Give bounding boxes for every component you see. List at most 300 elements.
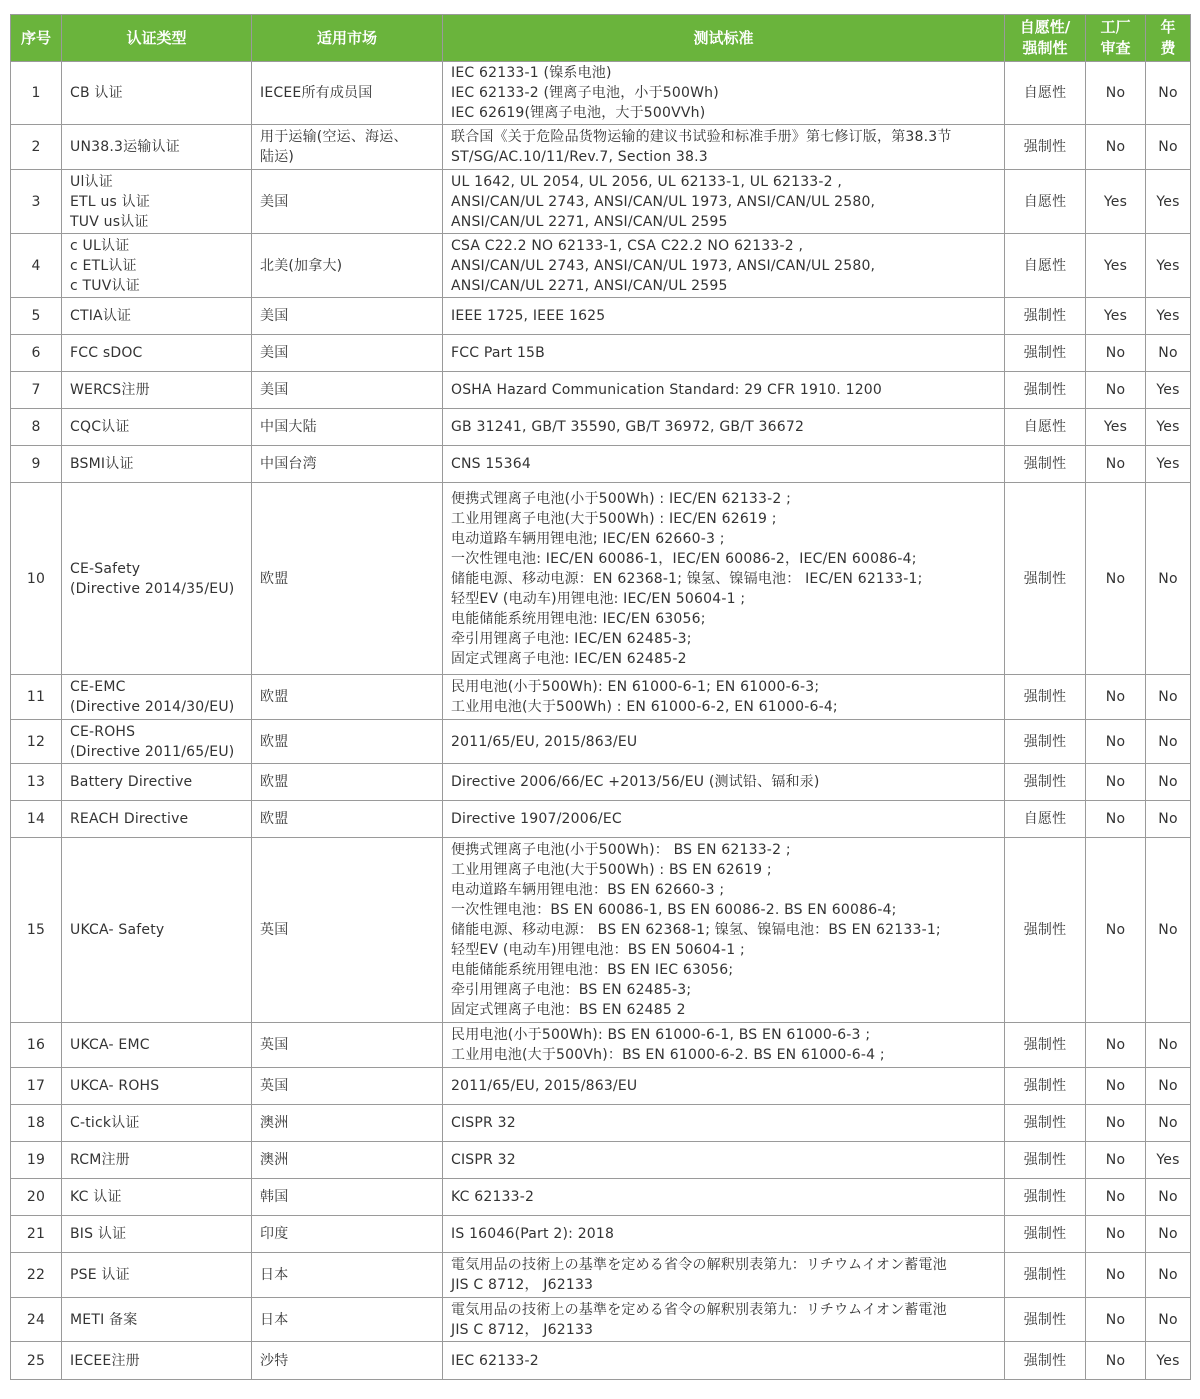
cell-audit-line: No bbox=[1105, 1152, 1126, 1168]
cell-mandatory-line: 强制性 bbox=[1023, 1189, 1067, 1205]
cell-fee bbox=[1146, 234, 1191, 298]
cell-fee bbox=[1146, 62, 1191, 125]
cell-fee-line: No bbox=[1158, 1226, 1178, 1242]
cell-standard-line: CISPR 32 bbox=[451, 1115, 516, 1131]
cell-audit-line: Yes bbox=[1103, 193, 1128, 210]
header-line: 年 bbox=[1160, 18, 1176, 36]
cell-fee-line: No bbox=[1158, 811, 1178, 827]
cell-no bbox=[11, 1142, 62, 1179]
cell-no-line: 20 bbox=[26, 1189, 46, 1205]
cell-standard bbox=[443, 838, 1005, 1023]
cell-audit bbox=[1086, 764, 1146, 801]
cell-fee bbox=[1146, 125, 1191, 170]
cell-market bbox=[252, 62, 443, 125]
cell-market bbox=[252, 483, 443, 675]
cell-market-line: 欧盟 bbox=[260, 733, 289, 750]
table-body bbox=[11, 62, 1191, 1380]
cell-mandatory-line: 强制性 bbox=[1023, 689, 1067, 705]
header-no bbox=[11, 15, 62, 62]
cell-no bbox=[11, 1342, 62, 1380]
cell-mandatory bbox=[1005, 838, 1086, 1023]
cell-market bbox=[252, 125, 443, 170]
cell-type bbox=[62, 335, 252, 372]
cell-mandatory-line: 强制性 bbox=[1023, 382, 1067, 398]
cell-standard-line: IEC 62133-2 bbox=[451, 1352, 539, 1369]
cell-no bbox=[11, 1105, 62, 1142]
table-row bbox=[11, 372, 1191, 409]
cell-fee-line: Yes bbox=[1156, 382, 1180, 398]
cell-audit-line: No bbox=[1105, 139, 1126, 155]
cell-market-line: 中国大陆 bbox=[260, 419, 317, 435]
cell-no bbox=[11, 764, 62, 801]
cell-audit-line: No bbox=[1105, 382, 1126, 398]
cell-no bbox=[11, 446, 62, 483]
cell-no bbox=[11, 335, 62, 372]
cell-audit-line: No bbox=[1105, 1226, 1126, 1242]
cell-fee-line: No bbox=[1158, 922, 1178, 938]
cell-fee bbox=[1146, 170, 1191, 234]
cell-standard-line: 电能储能系统用锂电池: IEC/EN 63056; bbox=[451, 610, 706, 627]
cell-standard bbox=[443, 1068, 1005, 1105]
cell-fee-line: No bbox=[1158, 1267, 1178, 1283]
cell-audit-line: No bbox=[1105, 570, 1126, 587]
cell-fee-line: No bbox=[1158, 1078, 1178, 1094]
cell-audit bbox=[1086, 1342, 1146, 1380]
table-row bbox=[11, 764, 1191, 801]
cell-no bbox=[11, 1298, 62, 1342]
cell-audit bbox=[1086, 1298, 1146, 1342]
cell-market bbox=[252, 372, 443, 409]
cell-standard-line: 便携式锂离子电池(小于500Wh)： BS EN 62133-2 ; bbox=[451, 842, 791, 858]
cell-no bbox=[11, 62, 62, 125]
cell-mandatory-line: 强制性 bbox=[1023, 345, 1067, 361]
cell-no-line: 9 bbox=[31, 456, 41, 472]
table-row bbox=[11, 1105, 1191, 1142]
cell-no bbox=[11, 1179, 62, 1216]
cell-no bbox=[11, 483, 62, 675]
cell-standard-line: 牵引用锂离子电池: IEC/EN 62485-3; bbox=[451, 630, 692, 647]
cell-standard-line: UL 1642, UL 2054, UL 2056, UL 62133-1, UL 62133-2 , bbox=[451, 173, 843, 190]
cell-market-line: 美国 bbox=[260, 308, 289, 324]
cell-market-line: 英国 bbox=[260, 1037, 289, 1053]
cell-no bbox=[11, 1068, 62, 1105]
table-row bbox=[11, 1068, 1191, 1105]
cell-mandatory bbox=[1005, 372, 1086, 409]
cell-market-line: 中国台湾 bbox=[260, 456, 317, 472]
cell-fee bbox=[1146, 372, 1191, 409]
cell-fee-line: Yes bbox=[1156, 456, 1180, 472]
table-row bbox=[11, 62, 1191, 125]
cell-standard bbox=[443, 1142, 1005, 1179]
cell-fee-line: Yes bbox=[1156, 1152, 1180, 1168]
table-row bbox=[11, 720, 1191, 764]
cell-audit bbox=[1086, 125, 1146, 170]
cell-standard bbox=[443, 1342, 1005, 1380]
cell-type bbox=[62, 838, 252, 1023]
cell-no-line: 12 bbox=[26, 733, 46, 750]
cell-audit bbox=[1086, 62, 1146, 125]
cell-standard-line: KC 62133-2 bbox=[451, 1189, 535, 1205]
cell-mandatory bbox=[1005, 1179, 1086, 1216]
cell-type-line: IECEE注册 bbox=[70, 1352, 140, 1369]
cell-standard bbox=[443, 125, 1005, 170]
cell-mandatory-line: 强制性 bbox=[1023, 733, 1067, 750]
cell-standard bbox=[443, 62, 1005, 125]
cell-audit-line: No bbox=[1105, 1352, 1126, 1369]
table-row bbox=[11, 1216, 1191, 1253]
cell-type-line: Battery Directive bbox=[70, 774, 193, 790]
cell-market bbox=[252, 1342, 443, 1380]
cell-audit bbox=[1086, 720, 1146, 764]
table-row bbox=[11, 838, 1191, 1023]
cell-mandatory-line: 自愿性 bbox=[1023, 85, 1067, 101]
cell-type bbox=[62, 1068, 252, 1105]
cell-fee bbox=[1146, 1342, 1191, 1380]
cell-market-line: 沙特 bbox=[260, 1352, 289, 1369]
cell-mandatory-line: 自愿性 bbox=[1023, 811, 1067, 827]
cell-mandatory bbox=[1005, 1023, 1086, 1068]
cell-standard-line: 电能储能系统用锂电池：BS EN IEC 63056; bbox=[451, 962, 734, 978]
cell-mandatory-line: 自愿性 bbox=[1023, 257, 1067, 274]
header-line: 自愿性/ bbox=[1019, 18, 1071, 36]
cell-type bbox=[62, 1142, 252, 1179]
cell-type-line: TUV us认证 bbox=[70, 213, 149, 230]
cell-no-line: 7 bbox=[31, 382, 41, 398]
cell-audit bbox=[1086, 1068, 1146, 1105]
cell-mandatory-line: 强制性 bbox=[1023, 1311, 1067, 1328]
cell-fee-line: Yes bbox=[1156, 419, 1180, 435]
table-row bbox=[11, 1342, 1191, 1380]
cell-fee-line: No bbox=[1158, 570, 1178, 587]
cell-fee bbox=[1146, 1023, 1191, 1068]
cell-fee bbox=[1146, 1253, 1191, 1298]
cell-mandatory bbox=[1005, 446, 1086, 483]
cell-standard-line: Directive 2006/66/EC +2013/56/EU (测试铅、镉和汞) bbox=[451, 774, 820, 790]
header-standard bbox=[443, 15, 1005, 62]
cell-standard bbox=[443, 1253, 1005, 1298]
cell-mandatory bbox=[1005, 170, 1086, 234]
cell-type bbox=[62, 801, 252, 838]
cell-market bbox=[252, 1023, 443, 1068]
cell-type bbox=[62, 298, 252, 335]
cell-market bbox=[252, 675, 443, 720]
cell-standard bbox=[443, 720, 1005, 764]
cell-type-line: (Directive 2014/35/EU) bbox=[70, 580, 235, 597]
cell-market-line: 欧盟 bbox=[260, 811, 289, 827]
cell-no-line: 18 bbox=[26, 1115, 46, 1131]
header-audit bbox=[1086, 15, 1146, 62]
cell-mandatory bbox=[1005, 720, 1086, 764]
table-row bbox=[11, 409, 1191, 446]
header-type bbox=[62, 15, 252, 62]
cell-audit bbox=[1086, 1142, 1146, 1179]
table-row bbox=[11, 1179, 1191, 1216]
cell-audit-line: No bbox=[1105, 1037, 1126, 1053]
cell-type bbox=[62, 234, 252, 298]
cell-market-line: 陆运) bbox=[260, 149, 295, 165]
cell-standard-line: ANSI/CAN/UL 2743, ANSI/CAN/UL 1973, ANSI/CAN/UL 2580, bbox=[451, 257, 876, 274]
cell-fee-line: Yes bbox=[1156, 1352, 1180, 1369]
cell-standard-line: 储能电源、移动电源：EN 62368-1; 镍氢、镍镉电池： IEC/EN 62133-1; bbox=[451, 570, 923, 587]
cell-audit bbox=[1086, 838, 1146, 1023]
cell-mandatory bbox=[1005, 1068, 1086, 1105]
header-fee bbox=[1146, 15, 1191, 62]
cell-fee bbox=[1146, 1142, 1191, 1179]
cell-audit-line: Yes bbox=[1103, 419, 1128, 435]
cell-type-line: Ul认证 bbox=[70, 173, 113, 190]
cell-fee bbox=[1146, 483, 1191, 675]
cell-no-line: 17 bbox=[26, 1078, 46, 1094]
cell-type-line: CB 认证 bbox=[70, 85, 123, 101]
cell-market-line: 美国 bbox=[260, 345, 289, 361]
header-line: 测试标准 bbox=[693, 28, 754, 47]
cell-standard bbox=[443, 675, 1005, 720]
cell-market bbox=[252, 801, 443, 838]
cell-market bbox=[252, 409, 443, 446]
cell-type bbox=[62, 764, 252, 801]
cell-fee-line: No bbox=[1158, 85, 1178, 101]
cell-market-line: 日本 bbox=[260, 1311, 289, 1328]
cell-standard-line: 便携式锂离子电池(小于500Wh) : IEC/EN 62133-2 ; bbox=[451, 490, 792, 507]
cell-no-line: 15 bbox=[26, 922, 46, 938]
table-row bbox=[11, 298, 1191, 335]
header-line: 适用市场 bbox=[316, 28, 377, 47]
cell-fee bbox=[1146, 838, 1191, 1023]
cell-type bbox=[62, 483, 252, 675]
cell-audit bbox=[1086, 446, 1146, 483]
cell-fee bbox=[1146, 446, 1191, 483]
cell-market-line: 用于运输(空运、海运、 bbox=[260, 129, 408, 145]
cell-no bbox=[11, 801, 62, 838]
cell-market bbox=[252, 1179, 443, 1216]
cell-standard-line: 2011/65/EU, 2015/863/EU bbox=[451, 733, 638, 750]
cell-standard-line: FCC Part 15B bbox=[451, 345, 545, 361]
cell-mandatory bbox=[1005, 483, 1086, 675]
cell-market-line: 北美(加拿大) bbox=[260, 257, 343, 274]
cell-market bbox=[252, 234, 443, 298]
cell-type-line: WERCS注册 bbox=[70, 382, 150, 398]
cell-market-line: 印度 bbox=[260, 1226, 289, 1242]
cell-mandatory bbox=[1005, 675, 1086, 720]
cell-mandatory-line: 强制性 bbox=[1023, 139, 1067, 155]
cell-market bbox=[252, 1105, 443, 1142]
cell-fee-line: No bbox=[1158, 1189, 1178, 1205]
cell-no bbox=[11, 298, 62, 335]
header-line: 工厂 bbox=[1100, 18, 1131, 36]
cell-type-line: c ETL认证 bbox=[70, 257, 137, 274]
cell-audit-line: No bbox=[1105, 689, 1126, 705]
cell-standard-line: JIS C 8712， J62133 bbox=[451, 1321, 594, 1338]
cell-standard bbox=[443, 234, 1005, 298]
cell-mandatory-line: 自愿性 bbox=[1023, 419, 1067, 435]
cell-audit bbox=[1086, 1023, 1146, 1068]
cell-type-line: (Directive 2014/30/EU) bbox=[70, 699, 235, 715]
cell-type bbox=[62, 170, 252, 234]
cell-no bbox=[11, 1023, 62, 1068]
cell-audit-line: No bbox=[1105, 1267, 1126, 1283]
cell-type-line: CE-Safety bbox=[70, 560, 141, 577]
table-row bbox=[11, 446, 1191, 483]
header-line: 序号 bbox=[20, 28, 51, 47]
table-row bbox=[11, 335, 1191, 372]
cell-standard-line: CNS 15364 bbox=[451, 456, 531, 472]
cell-market-line: IECEE所有成员国 bbox=[260, 85, 373, 101]
cell-type-line: UN38.3运输认证 bbox=[70, 139, 180, 155]
cell-standard-line: IEC 62133-1 (镍系电池) bbox=[451, 65, 612, 81]
cell-mandatory-line: 强制性 bbox=[1023, 308, 1067, 324]
cell-type bbox=[62, 62, 252, 125]
cell-mandatory bbox=[1005, 1342, 1086, 1380]
cell-mandatory bbox=[1005, 62, 1086, 125]
cell-type-line: RCM注册 bbox=[70, 1152, 130, 1168]
cell-fee bbox=[1146, 298, 1191, 335]
cell-standard-line: 一次性锂电池：BS EN 60086-1, BS EN 60086-2. BS EN 60086-4; bbox=[451, 902, 897, 918]
cell-no-line: 24 bbox=[26, 1311, 46, 1328]
cell-audit-line: No bbox=[1105, 1189, 1126, 1205]
cell-type bbox=[62, 1298, 252, 1342]
cell-fee-line: Yes bbox=[1156, 257, 1180, 274]
cell-type-line: (Directive 2011/65/EU) bbox=[70, 743, 235, 760]
cell-no-line: 1 bbox=[31, 85, 41, 101]
cell-no-line: 25 bbox=[26, 1352, 46, 1369]
cell-market bbox=[252, 170, 443, 234]
cell-standard-line: 轻型EV (电动车)用锂电池：BS EN 50604-1 ; bbox=[451, 942, 745, 958]
cell-audit-line: No bbox=[1105, 1078, 1126, 1094]
table-row bbox=[11, 234, 1191, 298]
cell-audit bbox=[1086, 1179, 1146, 1216]
header-mandatory bbox=[1005, 15, 1086, 62]
cell-standard-line: ANSI/CAN/UL 2271, ANSI/CAN/UL 2595 bbox=[451, 213, 728, 230]
cell-market-line: 韩国 bbox=[260, 1189, 289, 1205]
cell-audit bbox=[1086, 675, 1146, 720]
cell-standard-line: 电动道路车辆用锂电池; IEC/EN 62660-3 ; bbox=[451, 530, 725, 547]
cell-mandatory bbox=[1005, 1105, 1086, 1142]
cell-no-line: 16 bbox=[26, 1037, 46, 1053]
header-line: 费 bbox=[1160, 39, 1176, 57]
cell-mandatory-line: 强制性 bbox=[1023, 922, 1067, 938]
cell-fee-line: No bbox=[1158, 733, 1178, 750]
cell-type bbox=[62, 1023, 252, 1068]
cell-type-line: FCC sDOC bbox=[70, 345, 143, 361]
cell-no bbox=[11, 372, 62, 409]
cell-audit bbox=[1086, 170, 1146, 234]
cell-type-line: c UL认证 bbox=[70, 237, 130, 254]
cell-type-line: UKCA- ROHS bbox=[70, 1078, 160, 1094]
cell-mandatory-line: 强制性 bbox=[1023, 1037, 1067, 1053]
cell-mandatory-line: 强制性 bbox=[1023, 1078, 1067, 1094]
cell-no bbox=[11, 409, 62, 446]
cell-type-line: CE-EMC bbox=[70, 679, 126, 695]
cell-type bbox=[62, 1342, 252, 1380]
cell-standard-line: OSHA Hazard Communication Standard: 29 CFR 1910. 1200 bbox=[451, 382, 883, 398]
cell-fee bbox=[1146, 409, 1191, 446]
cell-mandatory-line: 强制性 bbox=[1023, 1115, 1067, 1131]
cell-market-line: 美国 bbox=[260, 382, 289, 398]
cell-fee-line: No bbox=[1158, 689, 1178, 705]
cell-type bbox=[62, 1105, 252, 1142]
cell-market-line: 日本 bbox=[260, 1267, 289, 1283]
cell-audit bbox=[1086, 372, 1146, 409]
cell-audit-line: Yes bbox=[1103, 257, 1128, 274]
cell-no bbox=[11, 125, 62, 170]
cell-fee bbox=[1146, 1105, 1191, 1142]
cell-standard-line: 联合国《关于危险品货物运输的建议书试验和标准手册》第七修订版，第38.3节 bbox=[451, 129, 952, 145]
cell-standard-line: CSA C22.2 NO 62133-1, CSA C22.2 NO 62133-2 , bbox=[451, 237, 804, 254]
cell-no-line: 3 bbox=[31, 193, 41, 210]
cell-audit-line: No bbox=[1105, 811, 1126, 827]
table-row bbox=[11, 675, 1191, 720]
cell-standard-line: 工业用锂离子电池(大于500Wh) : BS EN 62619 ; bbox=[451, 862, 772, 878]
cell-fee bbox=[1146, 720, 1191, 764]
cell-type bbox=[62, 446, 252, 483]
cell-standard-line: IS 16046(Part 2): 2018 bbox=[451, 1226, 615, 1242]
cell-standard-line: ANSI/CAN/UL 2743, ANSI/CAN/UL 1973, ANSI/CAN/UL 2580, bbox=[451, 193, 876, 210]
table-row bbox=[11, 1298, 1191, 1342]
cell-standard-line: IEEE 1725, IEEE 1625 bbox=[451, 308, 606, 324]
cell-market bbox=[252, 298, 443, 335]
cell-no bbox=[11, 838, 62, 1023]
cell-market bbox=[252, 446, 443, 483]
cell-fee-line: Yes bbox=[1156, 193, 1180, 210]
cell-type-line: BSMI认证 bbox=[70, 456, 134, 472]
cell-mandatory bbox=[1005, 1142, 1086, 1179]
cell-no bbox=[11, 234, 62, 298]
cell-mandatory-line: 强制性 bbox=[1023, 1352, 1067, 1369]
cell-no-line: 22 bbox=[26, 1267, 46, 1283]
cell-market-line: 澳洲 bbox=[260, 1152, 289, 1168]
cell-type-line: CE-ROHS bbox=[70, 723, 136, 740]
cell-market bbox=[252, 1216, 443, 1253]
cell-standard-line: 工业用电池(大于500Vh)：BS EN 61000-6-2. BS EN 61000-6-4 ; bbox=[451, 1047, 885, 1063]
cell-type-line: KC 认证 bbox=[70, 1189, 122, 1205]
cell-no bbox=[11, 1216, 62, 1253]
cell-standard-line: 轻型EV (电动车)用锂电池: IEC/EN 50604-1 ; bbox=[451, 590, 746, 607]
cell-type-line: BIS 认证 bbox=[70, 1226, 127, 1242]
table-header-row bbox=[11, 15, 1191, 62]
cell-standard bbox=[443, 446, 1005, 483]
cell-no-line: 21 bbox=[26, 1226, 46, 1242]
cell-market-line: 欧盟 bbox=[260, 689, 289, 705]
cell-market bbox=[252, 764, 443, 801]
cell-standard bbox=[443, 335, 1005, 372]
header-line: 认证类型 bbox=[126, 28, 187, 47]
cell-standard-line: 電気用品の技術上の基準を定める省令の解釈別表第九：リチウムイオン蓄電池 bbox=[451, 1301, 947, 1318]
cell-type-line: REACH Directive bbox=[70, 811, 189, 827]
cell-no bbox=[11, 675, 62, 720]
cell-no bbox=[11, 170, 62, 234]
cell-standard-line: ST/SG/AC.10/11/Rev.7, Section 38.3 bbox=[451, 149, 708, 165]
cell-mandatory bbox=[1005, 1298, 1086, 1342]
cell-audit-line: No bbox=[1105, 1311, 1126, 1328]
cell-fee-line: No bbox=[1158, 1311, 1178, 1328]
cell-standard-line: CISPR 32 bbox=[451, 1152, 516, 1168]
cell-type bbox=[62, 1253, 252, 1298]
cell-standard-line: 工业用电池(大于500Wh) : EN 61000-6-2, EN 61000-6-4; bbox=[451, 699, 838, 715]
cell-audit bbox=[1086, 483, 1146, 675]
table-row bbox=[11, 1023, 1191, 1068]
cell-fee bbox=[1146, 1298, 1191, 1342]
cell-fee-line: No bbox=[1158, 1037, 1178, 1053]
cell-audit-line: No bbox=[1105, 733, 1126, 750]
cell-no-line: 8 bbox=[31, 419, 41, 435]
cell-audit-line: No bbox=[1105, 345, 1126, 361]
cell-audit bbox=[1086, 801, 1146, 838]
cell-market-line: 英国 bbox=[260, 1078, 289, 1094]
cell-type-line: UKCA- EMC bbox=[70, 1037, 150, 1053]
cell-fee bbox=[1146, 801, 1191, 838]
cell-standard bbox=[443, 764, 1005, 801]
table-row bbox=[11, 483, 1191, 675]
